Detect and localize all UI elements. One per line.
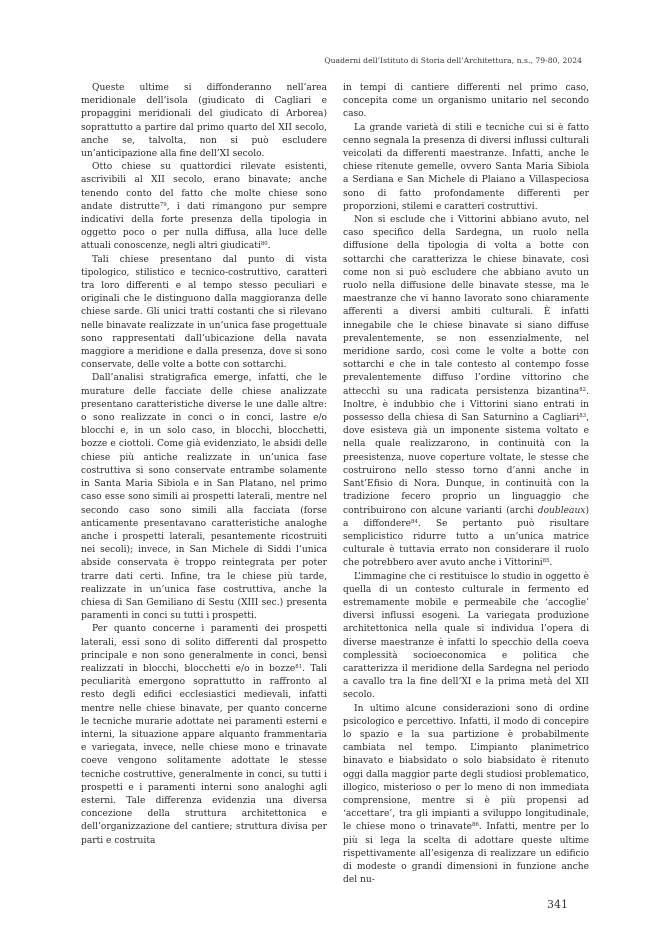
paragraph xyxy=(81,82,327,161)
footnote-ref: 83 xyxy=(579,413,587,420)
text-run: . Tali peculiarità emergono soprattutto in raffronto al resto degli edifici ecclesiastici medievali, infatti mentre nelle chiese binavate, per quanto concerne le tecniche murarie adottate nei paramenti esterni e interni, la situazione appare alquanto frammentaria e variegata, invece, nelle chiese mono e trinavate coeve vengono solitamente adottate le stesse tecniche costruttive, generalmente in conci, su tutti i prospetti e i paramenti interni sono analoghi agli esterni. Tale differenza evidenzia una diversa concezione della struttura architettonica e dell’organizzazione del cantiere; struttura divisa per parti e costruita xyxy=(81,663,327,846)
text-run: . xyxy=(267,241,271,252)
footnote-ref: 80 xyxy=(260,241,268,248)
text-column-left xyxy=(81,82,327,848)
text-run: , i dati rimangono pur sempre indicativi della forte presenza della tipologia in oggetto poco o per nulla diffusa, alla luce delle attuali conoscenze, negli altri giudicati xyxy=(81,201,327,252)
footnote-ref: 81 xyxy=(295,663,303,670)
paragraph xyxy=(81,254,327,373)
italic-term: doubleaux xyxy=(537,505,586,516)
text-column-right xyxy=(343,82,589,887)
text-run: Non si esclude che i Vittorini abbiano avuto, nel caso specifico della Sardegna, un ruolo nella diffusione della tipologia di volta a botte con sottarchi che caratterizza le chiese binavate, così come non si può escludere che abbiano avuto un ruolo nella diffusione delle binavate stesse, ma le maestranze che vi hanno lavorato sono chiaramente afferenti a diversi ambiti culturali. È infatti innegabile che le chiese binavate si siano diffuse prevalentemente, se non essenzialmente, nel meridione sardo, così come le volte a botte con sottarchi e che in tale contesto al contempo fosse prevalentemente diffuso l’ordine vittorino che attecchì su una radicata persistenza bizantina xyxy=(343,215,589,397)
text-run: ) a diffondere xyxy=(343,505,589,529)
text-run: Tali chiese presentano dal punto di vista tipologico, stilistico e tecnico-costruttivo, caratteri tra loro differenti e al tempo stesso peculiari e originali che le distinguono dalla maggioranza delle chiese sarde. Gli unici tratti costanti che si rilevano nelle binavate realizzate in un’unica fase progettuale sono rappresentati dall’ubicazione della navata maggiore a meridione e dalla presenza, dove si sono conservate, delle volte a botte con sottarchi. xyxy=(81,254,327,371)
footnote-ref: 84 xyxy=(410,518,418,525)
paragraph xyxy=(81,623,327,847)
text-run: L’immagine che ci restituisce lo studio in oggetto è quella di un contesto culturale in fermento ed estremamente mobile e permeabile che ‘accoglie’ diversi influssi esogeni. La variegata produzione architettonica nella quale si individua l’opera di diverse maestranze è infatti lo specchio della coeva complessità socioeconomica e politica che caratterizza il meridione della Sardegna nel periodo a cavallo tra la fine dell’XI e la prima metà del XII secolo. xyxy=(343,571,589,701)
text-run: La grande varietà di stili e tecniche cui si è fatto cenno segnala la presenza di diversi influssi culturali veicolati da differenti maestranze. Infatti, anche le chiese ritenute gemelle, ovvero Santa Maria Sibiola a Serdiana e San Michele di Plaiano a Villaspeciosa sono di fatto profondamente differenti per proporzioni, stilemi e caratteri costruttivi. xyxy=(343,122,589,212)
footnote-ref: 86 xyxy=(472,822,479,829)
paragraph xyxy=(343,122,589,214)
footnote-ref: 85 xyxy=(542,558,550,565)
paragraph xyxy=(343,703,589,888)
footnote-ref: 82 xyxy=(579,386,587,393)
paragraph xyxy=(343,571,589,703)
text-run: . xyxy=(549,558,553,569)
footnote-ref: 79 xyxy=(159,201,167,208)
text-run: , dove esisteva già un imponente sistema voltato e nella quale realizzarono, in continuità con la preesistenza, nuove coperture voltate, le stesse che costruirono nello stesso torno d’anni anche in Sant’Efisio di Nora. Dunque, in continuità con la tradizione fecero proprio un linguaggio che contribuirono con alcune varianti (archi xyxy=(343,413,589,516)
text-run: . Se pertanto può risultare semplicistico ridurre tutto a un’unica matrice culturale è tuttavia errato non considerare il ruolo che potrebbero aver avuto anche i Vittorini xyxy=(343,518,589,569)
text-run: . Inoltre, è indubbio che i Vittorini siano entrati in possesso della chiesa di San Saturnino a Cagliari xyxy=(343,386,589,424)
paragraph xyxy=(343,214,589,570)
paragraph xyxy=(343,82,589,122)
paragraph xyxy=(81,161,327,253)
text-run: Otto chiese su quattordici rilevate esistenti, ascrivibili al XII secolo, erano binavate; anche tenendo conto del fatto che molte chiese sono andate distrutte xyxy=(81,162,327,212)
running-header: Quaderni dell’Istituto di Storia dell’Architettura, n.s., 79-80, 2024 xyxy=(324,56,582,65)
text-run: Queste ultime si diffonderanno nell’area meridionale dell’isola (giudicato di Cagliari e propaggini meridionali del giudicato di Arborea) soprattutto a partire dal primo quarto del XII secolo, anche se, talvolta, non si può escludere un’anticipazione alla fine dell’XI secolo. xyxy=(81,83,327,160)
text-run: Dall’analisi stratigrafica emerge, infatti, che le murature delle facciate delle chiese analizzate presentano caratteristiche diverse le une dalle altre: o sono realizzate in conci o in conci, lastre e/o blocchi e, in un solo caso, in blocchi, blocchetti, bozze e ciottoli. Come già evidenziato, le absidi delle chiese più antiche realizzate in un’unica fase costruttiva si sono conservate entrambe solamente in Santa Maria Sibiola e in San Platano, nel primo caso esse sono simili ai prospetti laterali, mentre nel secondo caso sono simili alla facciata (forse anticamente presentavano caratteristiche analoghe anche i prospetti laterali, pesantemente ricostruiti nei secoli); invece, in San Michele di Siddi l’unica abside conservata è troppo reintegrata per poter trarre dati certi. Infine, tra le chiese più tarde, realizzate in un’unica fase costruttiva, anche la chiesa di San Gemiliano di Sestu (XIII sec.) presenta paramenti in conci su tutti i prospetti. xyxy=(81,373,327,622)
paragraph xyxy=(81,372,327,623)
page-number: 341 xyxy=(547,898,568,911)
text-run: In ultimo alcune considerazioni sono di ordine psicologico e percettivo. Infatti, il modo di concepire lo spazio e la sua partizione è probabilmente cambiata nel tempo. L’impianto planimetrico binavato e biabsidato o solo biabsidato è ritenuto oggi dalla maggior parte degli studiosi problematico, illogico, misterioso o per lo meno di non immediata comprensione, mentre si è più propensi ad ‘accettare’, tra gli impianti a sviluppo longitudinale, le chiese mono o trinavate xyxy=(343,703,589,833)
text-run: . Infatti, mentre per lo più si lega la scelta di adottare queste ultime rispettivamente all’esigenza di realizzare un edificio di modeste o grandi dimensioni in funzione anche del nu- xyxy=(343,822,589,886)
text-run: Per quanto concerne i paramenti dei prospetti laterali, essi sono di solito differenti dal prospetto principale e non sono generalmente in conci, bensì realizzati in blocchi, blocchetti e/o in bozze xyxy=(81,624,327,674)
text-run: in tempi di cantiere differenti nel primo caso, concepita come un organismo unitario nel secondo caso. xyxy=(343,83,589,120)
